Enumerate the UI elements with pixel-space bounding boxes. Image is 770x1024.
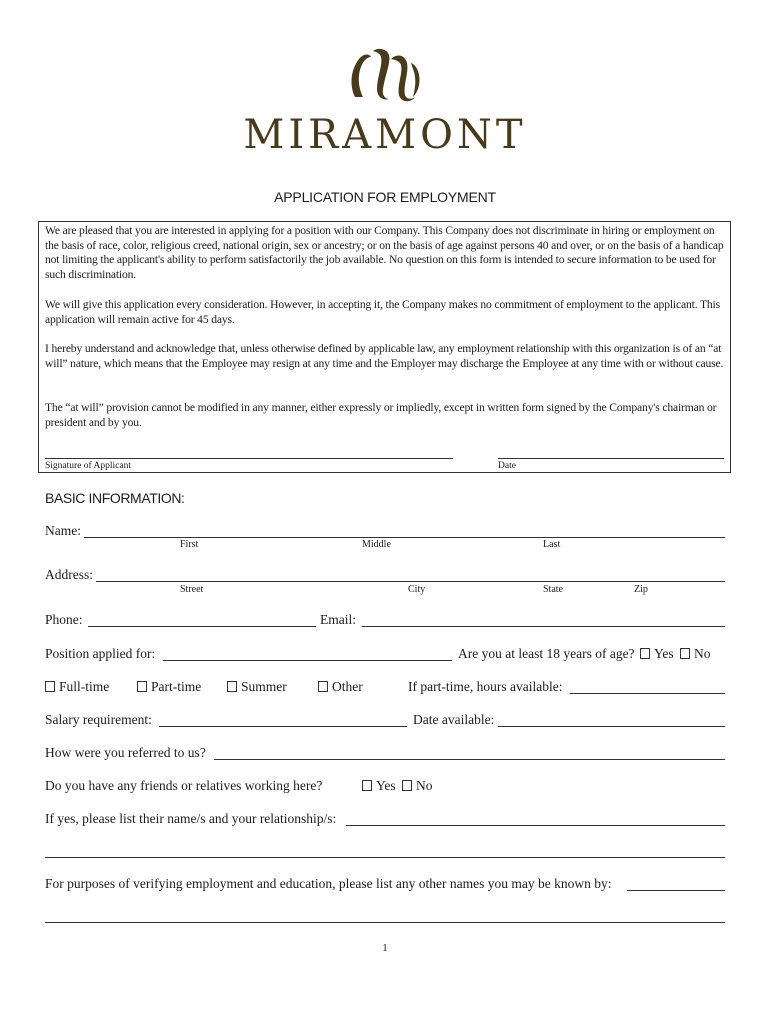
signature-date-label: Date	[498, 461, 516, 471]
intro-paragraph-1: We are pleased that you are interested in applying for a position with our Company. This Company does not discriminate in hiring or employment on the basis of race, color, religious creed, national origin, sex or ancestry; or on the basis of age against persons 40 and over, or on the basis of a handicap not limiting the applicant's ability to perform satisfactorily the job available. No question on this form is intended to secure information to be used for such discrimination.	[45, 224, 724, 281]
referred-label: How were you referred to us?	[45, 745, 206, 760]
logo-wordmark: MIRAMONT	[243, 112, 527, 158]
position-label: Position applied for:	[45, 646, 156, 661]
parttime-option[interactable]	[137, 679, 201, 695]
friends-no-option[interactable]	[402, 778, 433, 794]
intro-paragraph-2: We will give this application every consideration. However, in accepting it, the Company makes no commitment of employment to the applicant. This application will remain active for 45 days.	[45, 298, 720, 326]
fulltime-checkbox[interactable]	[45, 681, 55, 692]
page-number: 1	[382, 942, 388, 954]
hours-field[interactable]	[570, 693, 725, 694]
signature-line[interactable]	[45, 458, 453, 459]
name-field[interactable]	[84, 537, 725, 538]
miramont-logo-icon	[345, 45, 425, 103]
ifyes-label: If yes, please list their name/s and your relationship/s:	[45, 811, 337, 826]
friends-yes-text: Yes	[376, 778, 396, 793]
friends-yes-option[interactable]	[362, 778, 396, 794]
age-question-label: Are you at least 18 years of age?	[458, 646, 635, 661]
address-zip-label: Zip	[634, 584, 648, 595]
date-available-field[interactable]	[498, 726, 725, 727]
signature-date-line[interactable]	[498, 458, 724, 459]
salary-label: Salary requirement:	[45, 712, 152, 727]
document-title: APPLICATION FOR EMPLOYMENT	[274, 189, 496, 205]
ifyes-field-line-2[interactable]	[45, 857, 725, 858]
friends-question-label: Do you have any friends or relatives working here?	[45, 778, 323, 793]
name-middle-label: Middle	[362, 539, 391, 550]
summer-text: Summer	[241, 679, 287, 694]
address-field[interactable]	[96, 581, 725, 582]
fulltime-text: Full-time	[59, 679, 110, 694]
friends-no-text: No	[416, 778, 433, 793]
summer-checkbox[interactable]	[227, 681, 237, 692]
friends-yes-checkbox[interactable]	[362, 780, 372, 791]
address-street-label: Street	[180, 584, 204, 595]
position-field[interactable]	[163, 660, 452, 661]
parttime-checkbox[interactable]	[137, 681, 147, 692]
other-names-field[interactable]	[627, 890, 725, 891]
name-last-label: Last	[543, 539, 561, 550]
email-label: Email:	[320, 612, 356, 627]
age-yes-checkbox[interactable]	[640, 648, 650, 659]
other-option[interactable]	[318, 679, 363, 695]
age-no-option[interactable]	[680, 646, 711, 662]
ifyes-field[interactable]	[346, 825, 725, 826]
hours-label: If part-time, hours available:	[408, 679, 563, 694]
name-label: Name:	[45, 523, 81, 538]
referred-field[interactable]	[214, 759, 725, 760]
other-text: Other	[332, 679, 363, 694]
address-city-label: City	[408, 584, 426, 595]
basic-information-heading: BASIC INFORMATION:	[45, 490, 185, 506]
other-names-label: For purposes of verifying employment and education, please list any other names you may be known by:	[45, 876, 612, 891]
email-field[interactable]	[362, 626, 725, 627]
phone-field[interactable]	[88, 626, 316, 627]
salary-field[interactable]	[159, 726, 407, 727]
parttime-text: Part-time	[151, 679, 202, 694]
other-checkbox[interactable]	[318, 681, 328, 692]
age-yes-text: Yes	[654, 646, 674, 661]
signature-label: Signature of Applicant	[45, 461, 132, 471]
friends-no-checkbox[interactable]	[402, 780, 412, 791]
intro-paragraph-4: The “at will” provision cannot be modified in any manner, either expressly or impliedly, except in written form signed by the Company's chairman or president and by you.	[45, 401, 717, 429]
summer-option[interactable]	[227, 679, 287, 695]
fulltime-option[interactable]	[45, 679, 109, 695]
address-label: Address:	[45, 567, 93, 582]
address-state-label: State	[543, 584, 563, 595]
intro-paragraph-3: I hereby understand and acknowledge that, unless otherwise defined by applicable law, any employment relationship with this organization is of an “at will” nature, which means that the Employee may resign at any time and the Employer may discharge the Employee at any time with or without cause.	[45, 342, 724, 370]
phone-label: Phone:	[45, 612, 83, 627]
other-names-field-line-2[interactable]	[45, 922, 725, 923]
age-no-text: No	[694, 646, 711, 661]
age-yes-option[interactable]	[640, 646, 674, 662]
date-available-label: Date available:	[413, 712, 495, 727]
age-no-checkbox[interactable]	[680, 648, 690, 659]
name-first-label: First	[180, 539, 199, 550]
